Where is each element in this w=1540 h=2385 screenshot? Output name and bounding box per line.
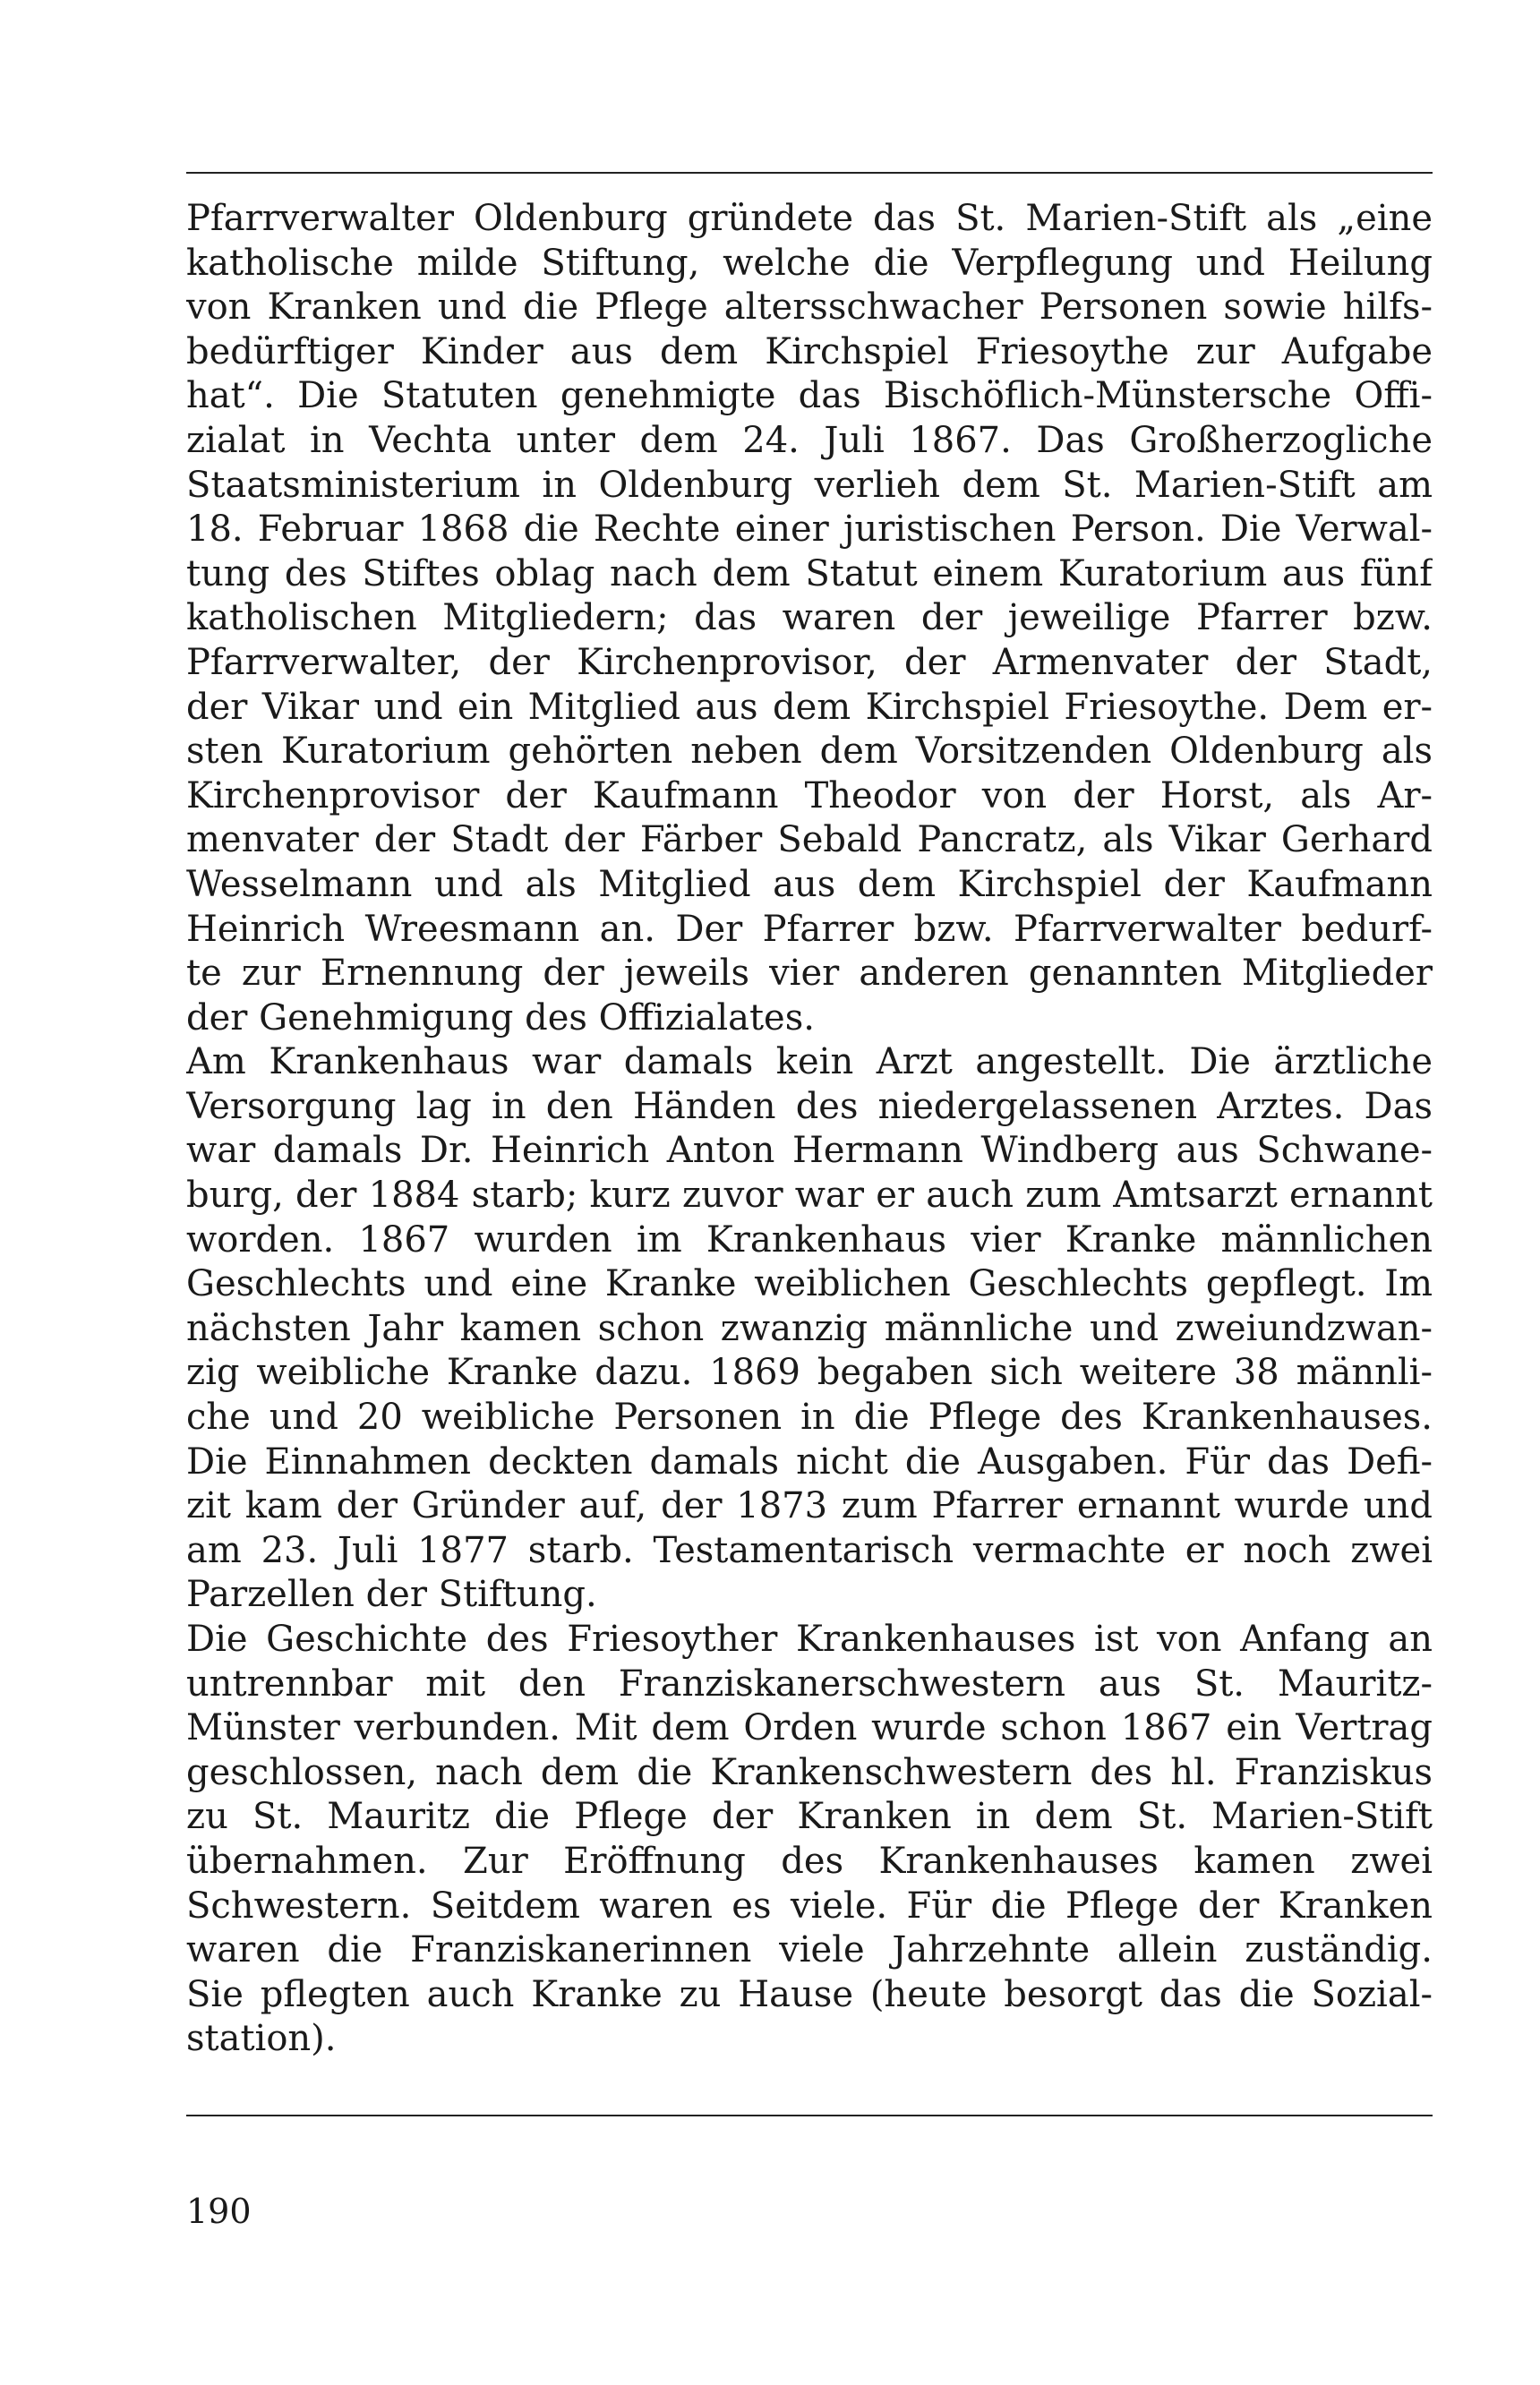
text-line: Heinrich Wreesmann an. Der Pfarrer bzw. Pfarrverwalter bedurf- — [186, 908, 1433, 950]
text-line: 18. Februar 1868 die Rechte einer juristischen Person. Die Verwal- — [186, 509, 1433, 551]
text-line: Versorgung lag in den Händen des niedergelassenen Arztes. Das — [186, 1085, 1433, 1127]
text-line: che und 20 weibliche Personen in die Pflege des Krankenhauses. — [186, 1397, 1433, 1439]
text-line: station). — [186, 2018, 337, 2060]
text-line: übernahmen. Zur Eröffnung des Krankenhauses kamen zwei — [186, 1840, 1433, 1882]
text-line: geschlossen, nach dem die Krankenschwestern des hl. Franziskus — [186, 1751, 1433, 1793]
paragraph — [186, 1618, 1433, 2062]
text-line: waren die Franziskanerinnen viele Jahrzehnte allein zuständig. — [186, 1929, 1433, 1971]
text-line: bedürftiger Kinder aus dem Kirchspiel Friesoythe zur Aufgabe — [186, 330, 1433, 372]
text-line: Schwestern. Seitdem waren es viele. Für die Pflege der Kranken — [186, 1885, 1433, 1927]
text-line: Geschlechts und eine Kranke weiblichen Geschlechts gepflegt. Im — [186, 1263, 1433, 1305]
text-line: der Vikar und ein Mitglied aus dem Kirchspiel Friesoythe. Dem er- — [186, 686, 1433, 728]
bottom-rule — [186, 2115, 1433, 2116]
top-rule — [186, 172, 1433, 174]
paragraph — [186, 1040, 1433, 1618]
text-line: Die Einnahmen deckten damals nicht die Ausgaben. Für das Defi- — [186, 1440, 1433, 1483]
page-number: 190 — [186, 2192, 252, 2231]
text-line: zig weibliche Kranke dazu. 1869 begaben sich weitere 38 männli- — [186, 1352, 1433, 1394]
text-line: katholischen Mitgliedern; das waren der jeweilige Pfarrer bzw. — [186, 597, 1433, 639]
text-line: te zur Ernennung der jeweils vier anderen genannten Mitglieder — [186, 953, 1433, 995]
text-line: tung des Stiftes oblag nach dem Statut einem Kuratorium aus fünf — [186, 552, 1433, 594]
text-line: hat“. Die Statuten genehmigte das Bischöflich-Münstersche Offi- — [186, 375, 1433, 417]
text-line: war damals Dr. Heinrich Anton Hermann Windberg aus Schwane- — [186, 1130, 1433, 1172]
text-line: Sie pflegten auch Kranke zu Hause (heute besorgt das die Sozial- — [186, 1973, 1433, 2015]
text-line: Parzellen der Stiftung. — [186, 1574, 597, 1616]
text-line: zu St. Mauritz die Pflege der Kranken in dem St. Marien-Stift — [186, 1796, 1433, 1838]
text-line: von Kranken und die Pflege altersschwacher Personen sowie hilfs- — [186, 286, 1433, 329]
text-line: katholische milde Stiftung, welche die Verpflegung und Heilung — [186, 242, 1433, 284]
text-line: burg, der 1884 starb; kurz zuvor war er auch zum Amtsarzt ernannt — [186, 1175, 1433, 1217]
text-line: am 23. Juli 1877 starb. Testamentarisch vermachte er noch zwei — [186, 1529, 1433, 1571]
text-line: zit kam der Gründer auf, der 1873 zum Pfarrer ernannt wurde und — [186, 1485, 1433, 1527]
text-line: der Genehmigung des Offizialates. — [186, 996, 815, 1039]
text-line: zialat in Vechta unter dem 24. Juli 1867. Das Großherzogliche — [186, 419, 1433, 461]
text-line: Pfarrverwalter Oldenburg gründete das St. Marien-Stift als „eine — [186, 198, 1433, 239]
paragraph — [186, 197, 1433, 1040]
text-line: nächsten Jahr kamen schon zwanzig männliche und zweiundzwan- — [186, 1307, 1433, 1349]
text-line: sten Kuratorium gehörten neben dem Vorsitzenden Oldenburg als — [186, 731, 1433, 773]
text-line: Am Krankenhaus war damals kein Arzt angestellt. Die ärztliche — [186, 1041, 1433, 1083]
text-line: untrennbar mit den Franziskanerschwestern aus St. Mauritz- — [186, 1663, 1433, 1705]
text-line: Wesselmann und als Mitglied aus dem Kirchspiel der Kaufmann — [186, 863, 1433, 905]
text-line: Pfarrverwalter, der Kirchenprovisor, der Armenvater der Stadt, — [186, 641, 1433, 683]
text-line: Die Geschichte des Friesoyther Krankenhauses ist von Anfang an — [186, 1619, 1433, 1660]
text-line: worden. 1867 wurden im Krankenhaus vier Kranke männlichen — [186, 1218, 1433, 1261]
text-line: Staatsministerium in Oldenburg verlieh dem St. Marien-Stift am — [186, 464, 1433, 506]
body-text — [186, 197, 1433, 2104]
text-line: Kirchenprovisor der Kaufmann Theodor von der Horst, als Ar- — [186, 774, 1433, 816]
text-line: menvater der Stadt der Färber Sebald Pancratz, als Vikar Gerhard — [186, 819, 1433, 861]
text-line: Münster verbunden. Mit dem Orden wurde schon 1867 ein Vertrag — [186, 1707, 1433, 1749]
